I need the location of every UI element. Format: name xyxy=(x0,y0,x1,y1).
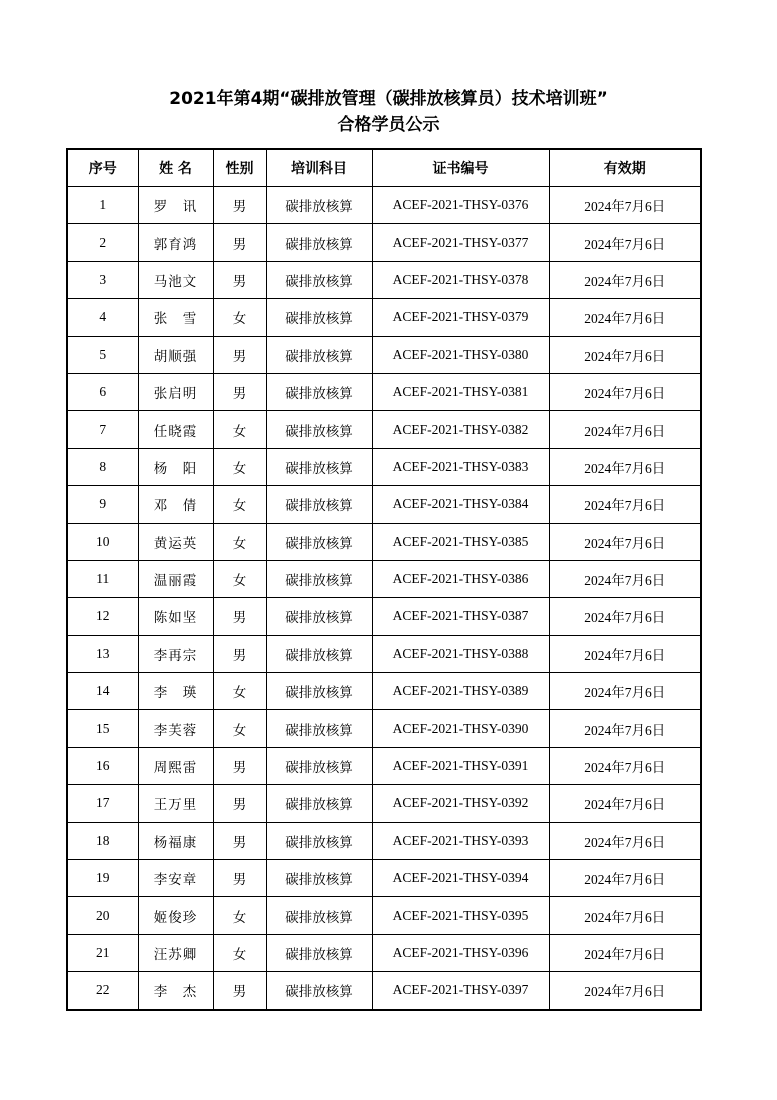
cell-valid-until: 2024年7月6日 xyxy=(549,860,701,897)
cell-gender: 女 xyxy=(213,448,266,485)
cell-name: 李 杰 xyxy=(138,972,213,1010)
cell-valid-until: 2024年7月6日 xyxy=(549,673,701,710)
cell-name: 李芙蓉 xyxy=(138,710,213,747)
cell-subject: 碳排放核算 xyxy=(266,448,372,485)
cell-certificate-number: ACEF-2021-THSY-0394 xyxy=(372,860,549,897)
cell-serial: 9 xyxy=(67,486,138,523)
cell-serial: 18 xyxy=(67,822,138,859)
table-row xyxy=(67,261,701,298)
cell-serial: 3 xyxy=(67,261,138,298)
cell-valid-until: 2024年7月6日 xyxy=(549,187,701,224)
cell-subject: 碳排放核算 xyxy=(266,598,372,635)
cell-gender: 女 xyxy=(213,673,266,710)
cell-certificate-number: ACEF-2021-THSY-0397 xyxy=(372,972,549,1010)
cell-certificate-number: ACEF-2021-THSY-0389 xyxy=(372,673,549,710)
cell-name: 李再宗 xyxy=(138,635,213,672)
cell-certificate-number: ACEF-2021-THSY-0385 xyxy=(372,523,549,560)
cell-gender: 男 xyxy=(213,373,266,410)
table-row xyxy=(67,187,701,224)
cell-serial: 12 xyxy=(67,598,138,635)
cell-subject: 碳排放核算 xyxy=(266,336,372,373)
table-row xyxy=(67,523,701,560)
header-certificate-number: 证书编号 xyxy=(372,149,549,187)
table-row xyxy=(67,598,701,635)
cell-subject: 碳排放核算 xyxy=(266,635,372,672)
cell-subject: 碳排放核算 xyxy=(266,972,372,1010)
cell-subject: 碳排放核算 xyxy=(266,486,372,523)
cell-serial: 16 xyxy=(67,747,138,784)
cell-gender: 男 xyxy=(213,972,266,1010)
cell-certificate-number: ACEF-2021-THSY-0393 xyxy=(372,822,549,859)
cell-name: 李 瑛 xyxy=(138,673,213,710)
cell-name: 胡顺强 xyxy=(138,336,213,373)
cell-gender: 女 xyxy=(213,560,266,597)
cell-name: 陈如坚 xyxy=(138,598,213,635)
cell-gender: 女 xyxy=(213,710,266,747)
cell-valid-until: 2024年7月6日 xyxy=(549,635,701,672)
table-row xyxy=(67,336,701,373)
table-body xyxy=(67,187,701,1010)
cell-name: 杨福康 xyxy=(138,822,213,859)
cell-gender: 女 xyxy=(213,523,266,560)
cell-name: 邓 倩 xyxy=(138,486,213,523)
cell-valid-until: 2024年7月6日 xyxy=(549,261,701,298)
cell-name: 李安章 xyxy=(138,860,213,897)
cell-valid-until: 2024年7月6日 xyxy=(549,934,701,971)
cell-serial: 22 xyxy=(67,972,138,1010)
table-header-row xyxy=(67,149,701,187)
header-valid-until: 有效期 xyxy=(549,149,701,187)
cell-serial: 11 xyxy=(67,560,138,597)
cell-serial: 7 xyxy=(67,411,138,448)
cell-valid-until: 2024年7月6日 xyxy=(549,598,701,635)
cell-certificate-number: ACEF-2021-THSY-0388 xyxy=(372,635,549,672)
cell-certificate-number: ACEF-2021-THSY-0392 xyxy=(372,785,549,822)
cell-gender: 女 xyxy=(213,897,266,934)
cell-certificate-number: ACEF-2021-THSY-0376 xyxy=(372,187,549,224)
cell-name: 张 雪 xyxy=(138,299,213,336)
cell-gender: 女 xyxy=(213,486,266,523)
cell-subject: 碳排放核算 xyxy=(266,523,372,560)
cell-subject: 碳排放核算 xyxy=(266,934,372,971)
table-row xyxy=(67,373,701,410)
document-subtitle: 合格学员公示 xyxy=(337,115,440,135)
cell-gender: 男 xyxy=(213,785,266,822)
cell-valid-until: 2024年7月6日 xyxy=(549,299,701,336)
table-row xyxy=(67,822,701,859)
document-title: 2021年第4期“碳排放管理（碳排放核算员）技术培训班” xyxy=(169,89,608,109)
header-subject: 培训科目 xyxy=(266,149,372,187)
cell-subject: 碳排放核算 xyxy=(266,785,372,822)
cell-serial: 8 xyxy=(67,448,138,485)
cell-valid-until: 2024年7月6日 xyxy=(549,785,701,822)
cell-gender: 男 xyxy=(213,187,266,224)
qualified-trainees-table xyxy=(66,148,702,1011)
cell-subject: 碳排放核算 xyxy=(266,747,372,784)
cell-gender: 女 xyxy=(213,299,266,336)
cell-certificate-number: ACEF-2021-THSY-0380 xyxy=(372,336,549,373)
cell-name: 温丽霞 xyxy=(138,560,213,597)
cell-serial: 20 xyxy=(67,897,138,934)
cell-certificate-number: ACEF-2021-THSY-0377 xyxy=(372,224,549,261)
table-row xyxy=(67,448,701,485)
cell-gender: 男 xyxy=(213,261,266,298)
cell-valid-until: 2024年7月6日 xyxy=(549,972,701,1010)
cell-certificate-number: ACEF-2021-THSY-0390 xyxy=(372,710,549,747)
header-serial: 序号 xyxy=(67,149,138,187)
cell-valid-until: 2024年7月6日 xyxy=(549,897,701,934)
cell-subject: 碳排放核算 xyxy=(266,299,372,336)
cell-serial: 4 xyxy=(67,299,138,336)
table-row xyxy=(67,860,701,897)
cell-serial: 15 xyxy=(67,710,138,747)
cell-name: 马池文 xyxy=(138,261,213,298)
cell-serial: 1 xyxy=(67,187,138,224)
cell-serial: 2 xyxy=(67,224,138,261)
cell-serial: 19 xyxy=(67,860,138,897)
cell-serial: 10 xyxy=(67,523,138,560)
header-name: 姓 名 xyxy=(138,149,213,187)
cell-certificate-number: ACEF-2021-THSY-0381 xyxy=(372,373,549,410)
table-row xyxy=(67,560,701,597)
header-gender: 性别 xyxy=(213,149,266,187)
cell-gender: 女 xyxy=(213,934,266,971)
cell-certificate-number: ACEF-2021-THSY-0384 xyxy=(372,486,549,523)
cell-subject: 碳排放核算 xyxy=(266,224,372,261)
table-row xyxy=(67,934,701,971)
cell-valid-until: 2024年7月6日 xyxy=(549,373,701,410)
cell-serial: 5 xyxy=(67,336,138,373)
table-row xyxy=(67,224,701,261)
cell-subject: 碳排放核算 xyxy=(266,261,372,298)
cell-valid-until: 2024年7月6日 xyxy=(549,336,701,373)
table-row xyxy=(67,710,701,747)
cell-subject: 碳排放核算 xyxy=(266,710,372,747)
cell-subject: 碳排放核算 xyxy=(266,187,372,224)
cell-valid-until: 2024年7月6日 xyxy=(549,747,701,784)
cell-subject: 碳排放核算 xyxy=(266,411,372,448)
cell-name: 汪苏卿 xyxy=(138,934,213,971)
cell-certificate-number: ACEF-2021-THSY-0379 xyxy=(372,299,549,336)
cell-valid-until: 2024年7月6日 xyxy=(549,224,701,261)
cell-gender: 男 xyxy=(213,635,266,672)
cell-name: 张启明 xyxy=(138,373,213,410)
cell-certificate-number: ACEF-2021-THSY-0378 xyxy=(372,261,549,298)
cell-gender: 男 xyxy=(213,224,266,261)
table-row xyxy=(67,411,701,448)
cell-subject: 碳排放核算 xyxy=(266,373,372,410)
cell-gender: 女 xyxy=(213,411,266,448)
cell-serial: 13 xyxy=(67,635,138,672)
cell-certificate-number: ACEF-2021-THSY-0387 xyxy=(372,598,549,635)
cell-valid-until: 2024年7月6日 xyxy=(549,822,701,859)
cell-gender: 男 xyxy=(213,747,266,784)
cell-name: 罗 讯 xyxy=(138,187,213,224)
cell-certificate-number: ACEF-2021-THSY-0391 xyxy=(372,747,549,784)
cell-certificate-number: ACEF-2021-THSY-0386 xyxy=(372,560,549,597)
cell-serial: 14 xyxy=(67,673,138,710)
cell-name: 王万里 xyxy=(138,785,213,822)
cell-subject: 碳排放核算 xyxy=(266,673,372,710)
cell-certificate-number: ACEF-2021-THSY-0395 xyxy=(372,897,549,934)
cell-subject: 碳排放核算 xyxy=(266,560,372,597)
table-row xyxy=(67,747,701,784)
cell-valid-until: 2024年7月6日 xyxy=(549,411,701,448)
table-row xyxy=(67,635,701,672)
cell-name: 周熙雷 xyxy=(138,747,213,784)
cell-subject: 碳排放核算 xyxy=(266,860,372,897)
cell-name: 姬俊珍 xyxy=(138,897,213,934)
table-row xyxy=(67,299,701,336)
cell-gender: 男 xyxy=(213,860,266,897)
cell-name: 杨 阳 xyxy=(138,448,213,485)
cell-subject: 碳排放核算 xyxy=(266,822,372,859)
cell-serial: 17 xyxy=(67,785,138,822)
cell-name: 郭育鸿 xyxy=(138,224,213,261)
table-row xyxy=(67,972,701,1010)
cell-gender: 男 xyxy=(213,822,266,859)
cell-valid-until: 2024年7月6日 xyxy=(549,448,701,485)
cell-gender: 男 xyxy=(213,598,266,635)
table-row xyxy=(67,486,701,523)
cell-serial: 6 xyxy=(67,373,138,410)
cell-valid-until: 2024年7月6日 xyxy=(549,486,701,523)
cell-valid-until: 2024年7月6日 xyxy=(549,560,701,597)
cell-name: 黄运英 xyxy=(138,523,213,560)
cell-certificate-number: ACEF-2021-THSY-0383 xyxy=(372,448,549,485)
cell-serial: 21 xyxy=(67,934,138,971)
cell-gender: 男 xyxy=(213,336,266,373)
table-row xyxy=(67,785,701,822)
cell-valid-until: 2024年7月6日 xyxy=(549,523,701,560)
cell-valid-until: 2024年7月6日 xyxy=(549,710,701,747)
cell-subject: 碳排放核算 xyxy=(266,897,372,934)
cell-certificate-number: ACEF-2021-THSY-0396 xyxy=(372,934,549,971)
cell-certificate-number: ACEF-2021-THSY-0382 xyxy=(372,411,549,448)
cell-name: 任晓霞 xyxy=(138,411,213,448)
table-row xyxy=(67,897,701,934)
table-row xyxy=(67,673,701,710)
